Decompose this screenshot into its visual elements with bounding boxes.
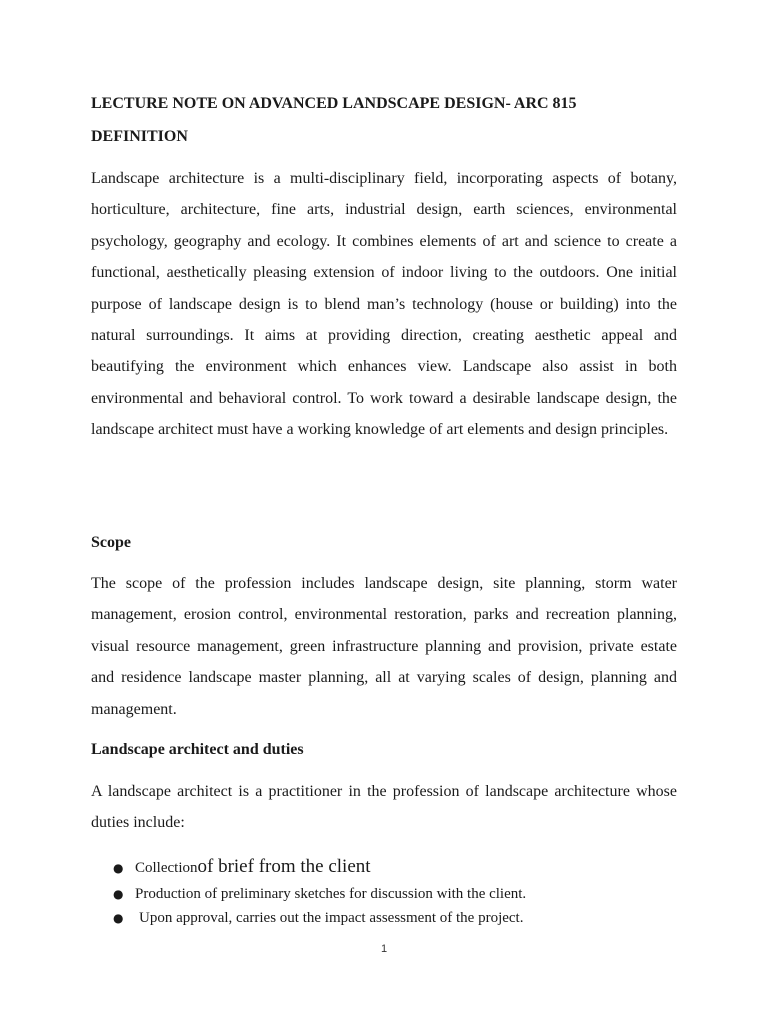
list-item-text: Production of preliminary sketches for discussion with the client. (135, 886, 527, 902)
list-item (91, 852, 691, 882)
list-item-text: Upon approval, carries out the impact assessment of the project. (139, 910, 524, 926)
duties-heading: Landscape architect and duties (91, 741, 304, 758)
list-item (91, 906, 691, 930)
definition-paragraph: Landscape architecture is a multi-disciplinary field, incorporating aspects of botany, horticulture, architecture, fine arts, industrial design, earth sciences, environmental psychology, geography and ecology. It combines elements of art and science to create a functional, aesthetically pleasing extension of indoor living to the outdoors. One initial purpose of landscape design is to blend man’s technology (house or building) into the natural surroundings. It aims at providing direction, creating aesthetic appeal and beautifying the environment which enhances view. Landscape also assist in both environmental and behavioral control. To work toward a desirable landscape design, the landscape architect must have a working knowledge of art elements and design principles. (91, 170, 677, 439)
bullet-icon: ● (113, 911, 124, 925)
scope-paragraph: The scope of the profession includes landscape design, site planning, storm water management, erosion control, environmental restoration, parks and recreation planning, visual resource management, green infrastructure planning and provision, private estate and residence landscape master planning, all at varying scales of design, planning and management. (91, 575, 677, 718)
bullet-icon: ● (113, 887, 124, 901)
bullet-icon: ● (113, 861, 124, 875)
duties-list (91, 852, 691, 930)
definition-heading: DEFINITION (91, 128, 188, 145)
page-number: 1 (380, 943, 388, 955)
list-item (91, 882, 691, 906)
list-item-text: of brief from the client (197, 856, 371, 877)
duties-intro-paragraph: A landscape architect is a practitioner in the profession of landscape architecture whose duties include: (91, 783, 677, 832)
document-title: LECTURE NOTE ON ADVANCED LANDSCAPE DESIGN- ARC 815 (91, 95, 577, 112)
list-item-prefix: Collection (135, 860, 198, 876)
scope-heading: Scope (91, 534, 131, 551)
